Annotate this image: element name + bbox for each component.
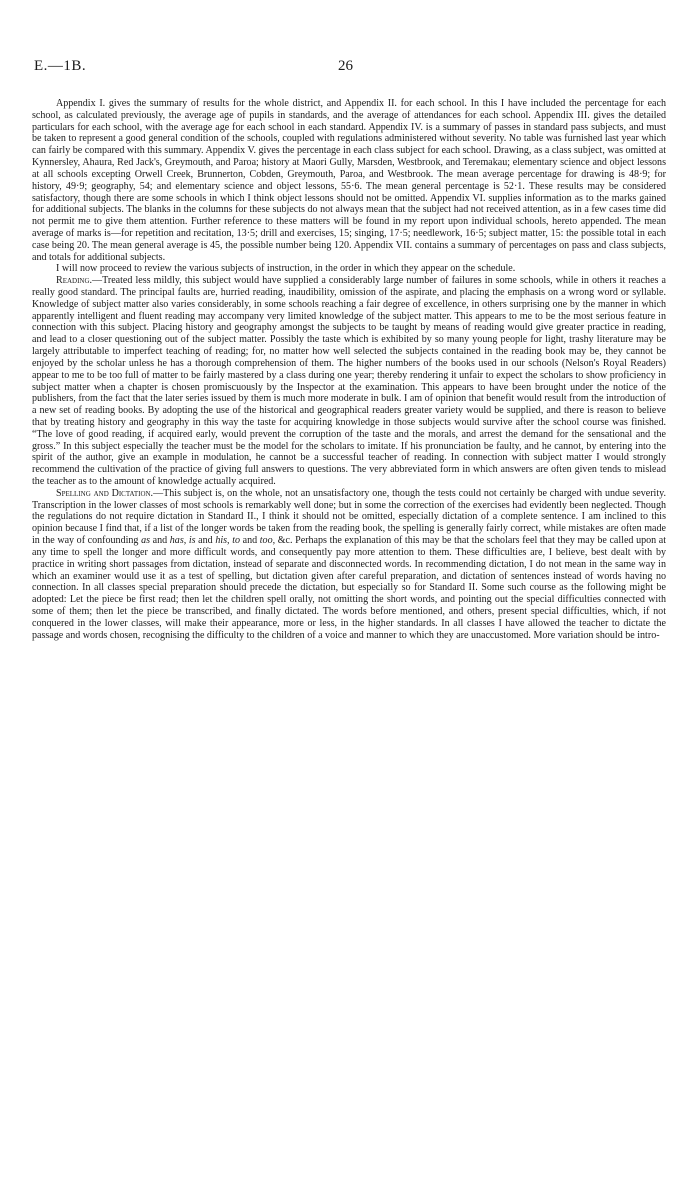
paragraph-reading: Reading.—Treated less mildly, this subject would have supplied a considerably large number of failures in some schools, while in others it reaches a really good standard. The principal faults are, hurried reading, inaudibility, omission of the aspirate, and placing the emphasis on a wrong word or syllable. Knowledge of subject matter also varies considerably, in some schools reaching a fair degree of excellence, in others surprising one by the manner in which apparently intelligent and fluent reading may accompany very limited knowledge of the subject matter. This appears to me to be the most serious feature in connection with this subject. Placing history and geography amongst the subjects to be taught by means of reading would give greater practice in reading, and lead to a closer questioning out of the subject matter. Possibly the taste which is exhibited by so many young people for light, trashy literature may be largely attributable to imperfect teaching of reading; for, no matter how well selected the subjects contained in the reading book may be, they cannot be enjoyed by the scholar unless he has a thorough comprehension of them. The higher numbers of the books used in our schools (Nelson's Royal Readers) appear to me to be too full of matter to be fairly mastered by a class during one year; thereby rendering it unfair to expect the scholars to show proficiency in subject matter when a chapter is chosen promiscuously by the Inspector at the examination. This appears to have been brought under the notice of the publishers, from the fact that the later series issued by them is much more moderate in bulk. I am of opinion that benefit would result from the introduction of a new set of reading books. By adopting the use of the historical and geographical readers greater variety would be supplied, and there is reason to believe that by treating history and geography in this way the taste for acquiring knowledge in those subjects would survive after the school course was finished. “The love of good reading, if acquired early, would prevent the corruption of the taste and the morals, and arrest the demand for the sensational and the gross.” In this subject especially the teacher must be the model for the scholars to imitate. If his pronunciation be faulty, and he cannot, by entering into the spirit of the author, give an example in modulation, he cannot be a successful teacher of reading. In connection with subject matter I would strongly recommend the cultivation of the practice of giving full answers to questions. The very abbreviated form in which answers are often given tends to mislead the teacher as to the amount of knowledge actually acquired. — [32, 275, 666, 487]
paragraph-spelling-dictation: Spelling and Dictation.—This subject is, on the whole, not an unsatisfactory one, though the tests could not certainly be charged with undue severity. Transcription in the lower classes of most schools is remarkably well done; but in some the correction of the exercises had evidently been neglected. Though the regulations do not require dictation in Standard II., I think it should not be omitted, especially dictation of a complete sentence. I am inclined to this opinion because I find that, if a list of the longer words be taken from the reading book, the spelling is generally fairly correct, while mistakes are often made in the way of confounding as and has, is and his, to and too, &c. Perhaps the explanation of this may be that the scholars feel that they may be called upon at any time to spell the longer and more difficult words, and consequently pay more attention to them. These difficulties are, I believe, best dealt with by practice in writing short passages from dictation, instead of separate and disconnected words. In recommending dictation, I do not mean in the same way in which an examiner would use it as a test of spelling, but dictation given after careful preparation, and dictation of sentences instead of words having no connection. In all classes special preparation should precede the dictation, but especially so for Standard II. Some such course as the following might be adopted: Let the piece be first read; then let the children spell orally, not omitting the short words, and pointing out the special difficulties connected with some of them; then let the piece be transcribed, and finally dictated. The words before mentioned, and others, present special difficulties, which, if not conquered in the lower classes, will make their appearance, more or less, in the higher standards. In all classes I have allowed the teacher to dictate the passage and words chosen, recognising the difficulty to the children of a voice and manner to which they are unaccustomed. More variation should be intro- — [32, 487, 667, 641]
document-page — [32, 0, 667, 641]
page-number: 26 — [338, 58, 353, 74]
paragraph-appendices: Appendix I. gives the summary of results for the whole district, and Appendix II. for each school. In this I have included the percentage for each school, as calculated previously, the average age of pupils in standards, and the average of attendances for each school. Appendix III. gives the detailed particulars for each school, with the average age for each school in each standard. Appendix IV. is a summary of passes in standard pass subjects, and must be taken to represent a good general condition of the schools, coupled with regulations administered without severity. No table was furnished last year which can fairly be compared with this summary. Appendix V. gives the percentage in each class subject for each school. Drawing, as a class subject, was omitted at Kynnersley, Ahaura, Red Jack's, Greymouth, and Paroa; history at Maori Gully, Marsden, Westbrook, and Teremakau; elementary science and object lessons at all schools excepting Orwell Creek, Brunnerton, Cobden, Greymouth, Paroa, and Westbrook. The mean average percentage for drawing is 48·9; for history, 49·9; geography, 54; and elementary science and object lessons, 55·6. The mean general percentage is 52·1. These results may be considered satisfactory, though there are some schools in which I think object lessons should not be omitted. Appendix VI. supplies information as to the marks gained for additional subjects. The blanks in the columns for these subjects do not always mean that the subject had not received attention, as in a few cases time did not permit me to give them attention. Further reference to these matters will be found in my report upon individual schools, hereto appended. The mean average of marks is—for repetition and recitation, 13·5; drill and exercises, 15; singing, 17·5; needlework, 16·5; subject matter, 15: the possible total in each case being 20. The mean general average is 45, the possible number being 120. Appendix VII. contains a summary of percentages on pass and class subjects, and totals for additional subjects. — [32, 98, 666, 263]
document-reference: E.—1B. — [34, 58, 87, 74]
page-header — [32, 0, 666, 74]
body-text — [32, 98, 666, 641]
section-heading-spelling-dictation: Spelling and Dictation. — [56, 487, 154, 499]
section-heading-reading: Reading. — [56, 275, 93, 287]
paragraph-review-intro: I will now proceed to review the various subjects of instruction, in the order in which they appear on the schedule. — [56, 263, 516, 275]
